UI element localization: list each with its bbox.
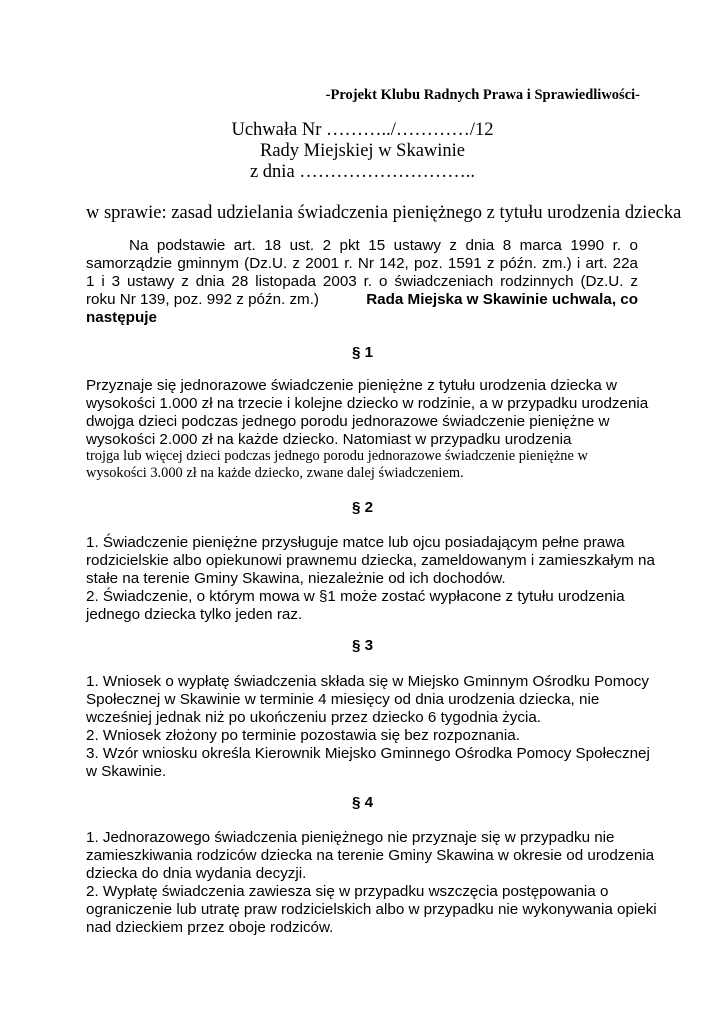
paragraph-line: Przyznaje się jednorazowe świadczenie pieniężne z tytułu urodzenia dziecka w	[86, 377, 618, 394]
section-3-body	[86, 673, 650, 781]
resolution-date: z dnia ………………………..	[249, 162, 476, 182]
paragraph-line: dziecka do dnia wydania decyzji.	[86, 865, 307, 882]
paragraph-line: 1. Jednorazowego świadczenia pieniężnego nie przyznaje się w przypadku nie	[86, 829, 615, 846]
section-1-heading: § 1	[351, 344, 374, 361]
preamble-line	[86, 291, 638, 309]
paragraph-line: nad dzieckiem przez oboje rodziców.	[86, 919, 334, 936]
section-2-body	[86, 534, 655, 624]
section-3-heading: § 3	[351, 637, 374, 654]
paragraph-line: rodzicielskie albo opiekunowi prawnemu dziecka, zameldowanym i zamieszkałym na	[86, 552, 655, 569]
council-name: Rady Miejskiej w Skawinie	[259, 141, 466, 161]
preamble-line: 1 i 3 ustawy z dnia 28 listopada 2003 r. o świadczeniach rodzinnych (Dz.U. z	[86, 273, 638, 290]
paragraph-line: 2. Wniosek złożony po terminie pozostawia się bez rozpoznania.	[86, 727, 520, 744]
paragraph-line: zamieszkiwania rodziców dziecka na terenie Gminy Skawina w okresie od urodzenia	[86, 847, 655, 864]
paragraph-line: Społecznej w Skawinie w terminie 4 miesięcy od dnia urodzenia dziecka, nie	[86, 691, 600, 708]
section-4-body	[86, 829, 657, 937]
paragraph-line: wysokości 3.000 zł na każde dziecko, zwane dalej świadczeniem.	[86, 465, 464, 481]
paragraph-line: wysokości 2.000 zł na każde dziecko. Natomiast w przypadku urodzenia	[86, 431, 572, 448]
paragraph-line: jednego dziecka tylko jeden raz.	[86, 606, 303, 623]
paragraph-line: dwojga dzieci podczas jednego porodu jednorazowe świadczenie pieniężne w	[86, 413, 610, 430]
paragraph-line: 2. Świadczenie, o którym mowa w §1 może zostać wypłacone z tytułu urodzenia	[86, 588, 625, 605]
preamble-enactment: Rada Miejska w Skawinie uchwala, co	[366, 291, 638, 308]
preamble	[86, 237, 638, 327]
project-note: -Projekt Klubu Radnych Prawa i Sprawiedliwości-	[325, 87, 640, 103]
resolution-subject: w sprawie: zasad udzielania świadczenia pieniężnego z tytułu urodzenia dziecka	[86, 203, 682, 223]
preamble-enactment-end: następuje	[86, 309, 157, 326]
paragraph-line: wcześniej jednak niż po ukończeniu przez dziecko 6 tygodnia życia.	[86, 709, 542, 726]
section-2-heading: § 2	[351, 499, 374, 516]
preamble-line: samorządzie gminnym (Dz.U. z 2001 r. Nr 142, poz. 1591 z późn. zm.) i art. 22a	[86, 255, 638, 272]
preamble-citation: roku Nr 139, poz. 992 z późn. zm.)	[86, 291, 319, 308]
section-1-body-continued	[86, 448, 638, 482]
paragraph-line: 1. Wniosek o wypłatę świadczenia składa się w Miejsko Gminnym Ośrodku Pomocy	[86, 673, 649, 690]
section-4-heading: § 4	[351, 794, 374, 811]
resolution-number: Uchwała Nr ………../…………/12	[231, 120, 494, 140]
preamble-line: Na podstawie art. 18 ust. 2 pkt 15 ustawy z dnia 8 marca 1990 r. o	[129, 237, 638, 254]
paragraph-line: 2. Wypłatę świadczenia zawiesza się w przypadku wszczęcia postępowania o	[86, 883, 609, 900]
resolution-title	[0, 120, 725, 183]
paragraph-line: 1. Świadczenie pieniężne przysługuje matce lub ojcu posiadającym pełne prawa	[86, 534, 625, 551]
paragraph-line: w Skawinie.	[86, 763, 167, 780]
paragraph-line: stałe na terenie Gminy Skawina, niezależnie od ich dochodów.	[86, 570, 506, 587]
paragraph-line: wysokości 1.000 zł na trzecie i kolejne dziecko w rodzinie, a w przypadku urodzenia	[86, 395, 649, 412]
paragraph-line: 3. Wzór wniosku określa Kierownik Miejsko Gminnego Ośrodka Pomocy Społecznej	[86, 745, 650, 762]
paragraph-line: ograniczenie lub utratę praw rodzicielskich albo w przypadku nie wykonywania opieki	[86, 901, 657, 918]
section-1-body	[86, 377, 649, 449]
paragraph-line: trojga lub więcej dzieci podczas jednego porodu jednorazowe świadczenie pieniężne w	[86, 448, 588, 464]
